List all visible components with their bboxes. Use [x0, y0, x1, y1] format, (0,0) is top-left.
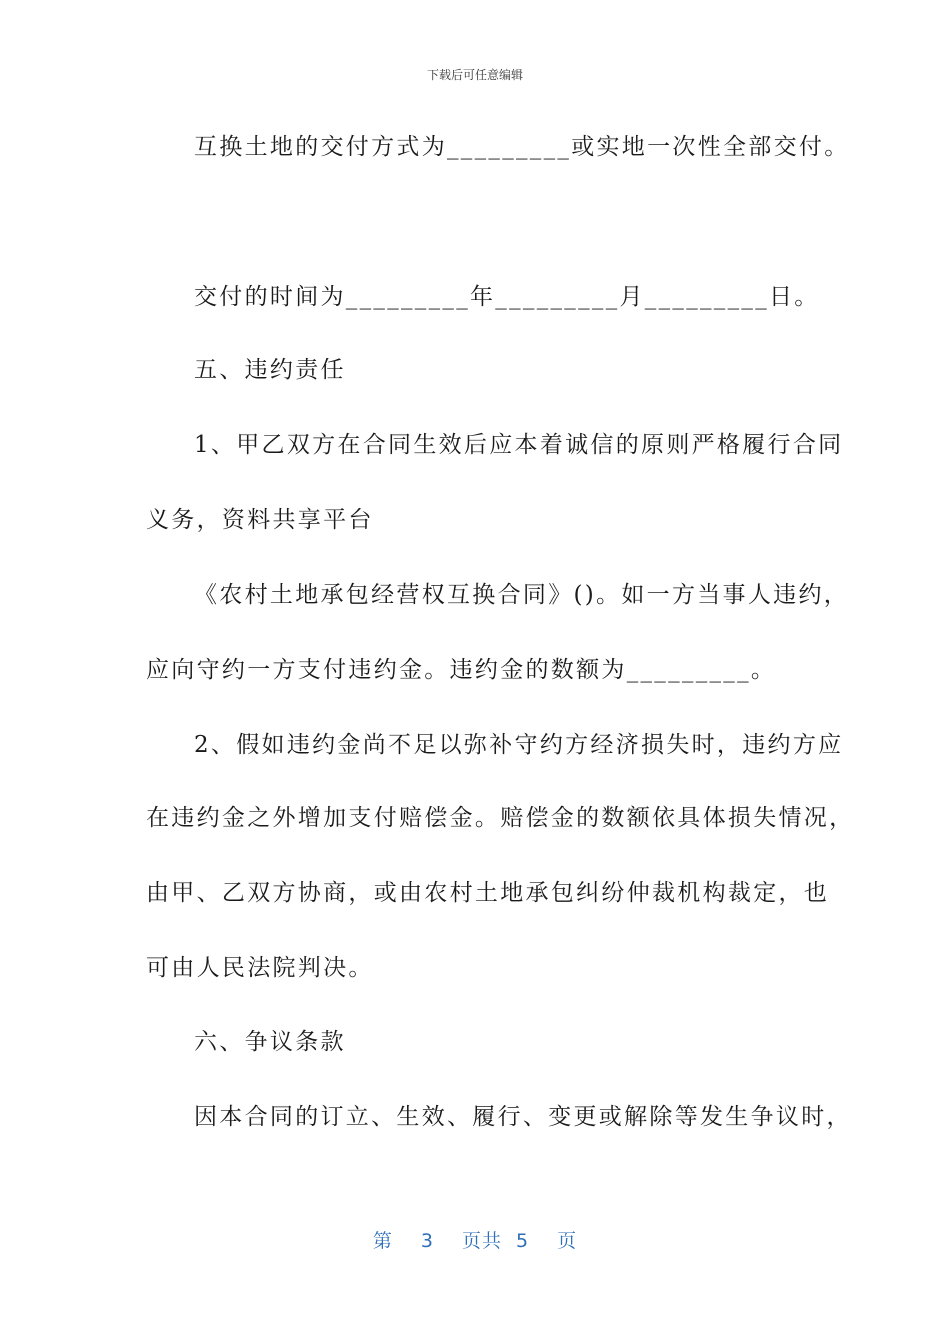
page-number-footer: [0, 1226, 950, 1253]
paragraph-line: 可由人民法院判决。: [146, 955, 374, 981]
page-header-note: 下载后可任意编辑: [426, 68, 523, 82]
footer-prefix: 第: [372, 1230, 393, 1252]
paragraph-line: 由甲、乙双方协商，或由农村土地承包纠纷仲裁机构裁定，也: [146, 880, 830, 906]
current-page-number: 3: [420, 1230, 434, 1252]
section-heading: 六、争议条款: [194, 1029, 346, 1055]
paragraph-line: 《农村土地承包经营权互换合同》()。如一方当事人违约，: [194, 582, 850, 608]
total-pages-number: 5: [516, 1230, 530, 1252]
paragraph-line: 应向守约一方支付违约金。违约金的数额为_________。: [146, 657, 777, 683]
paragraph-line: 互换土地的交付方式为_________或实地一次性全部交付。: [194, 134, 850, 160]
section-heading: 五、违约责任: [194, 357, 346, 383]
paragraph-line: 2、假如违约金尚不足以弥补守约方经济损失时，违约方应: [194, 732, 844, 758]
footer-middle: 页共: [461, 1230, 502, 1252]
paragraph-line: 因本合同的订立、生效、履行、变更或解除等发生争议时，: [194, 1104, 852, 1130]
paragraph-line: 1、甲乙双方在合同生效后应本着诚信的原则严格履行合同: [194, 432, 844, 458]
paragraph-line: 在违约金之外增加支付赔偿金。赔偿金的数额依具体损失情况，: [146, 805, 855, 831]
paragraph-line: 义务，资料共享平台: [146, 507, 374, 533]
paragraph-line: 交付的时间为_________年_________月_________日。: [194, 284, 820, 310]
footer-suffix: 页: [557, 1230, 578, 1252]
